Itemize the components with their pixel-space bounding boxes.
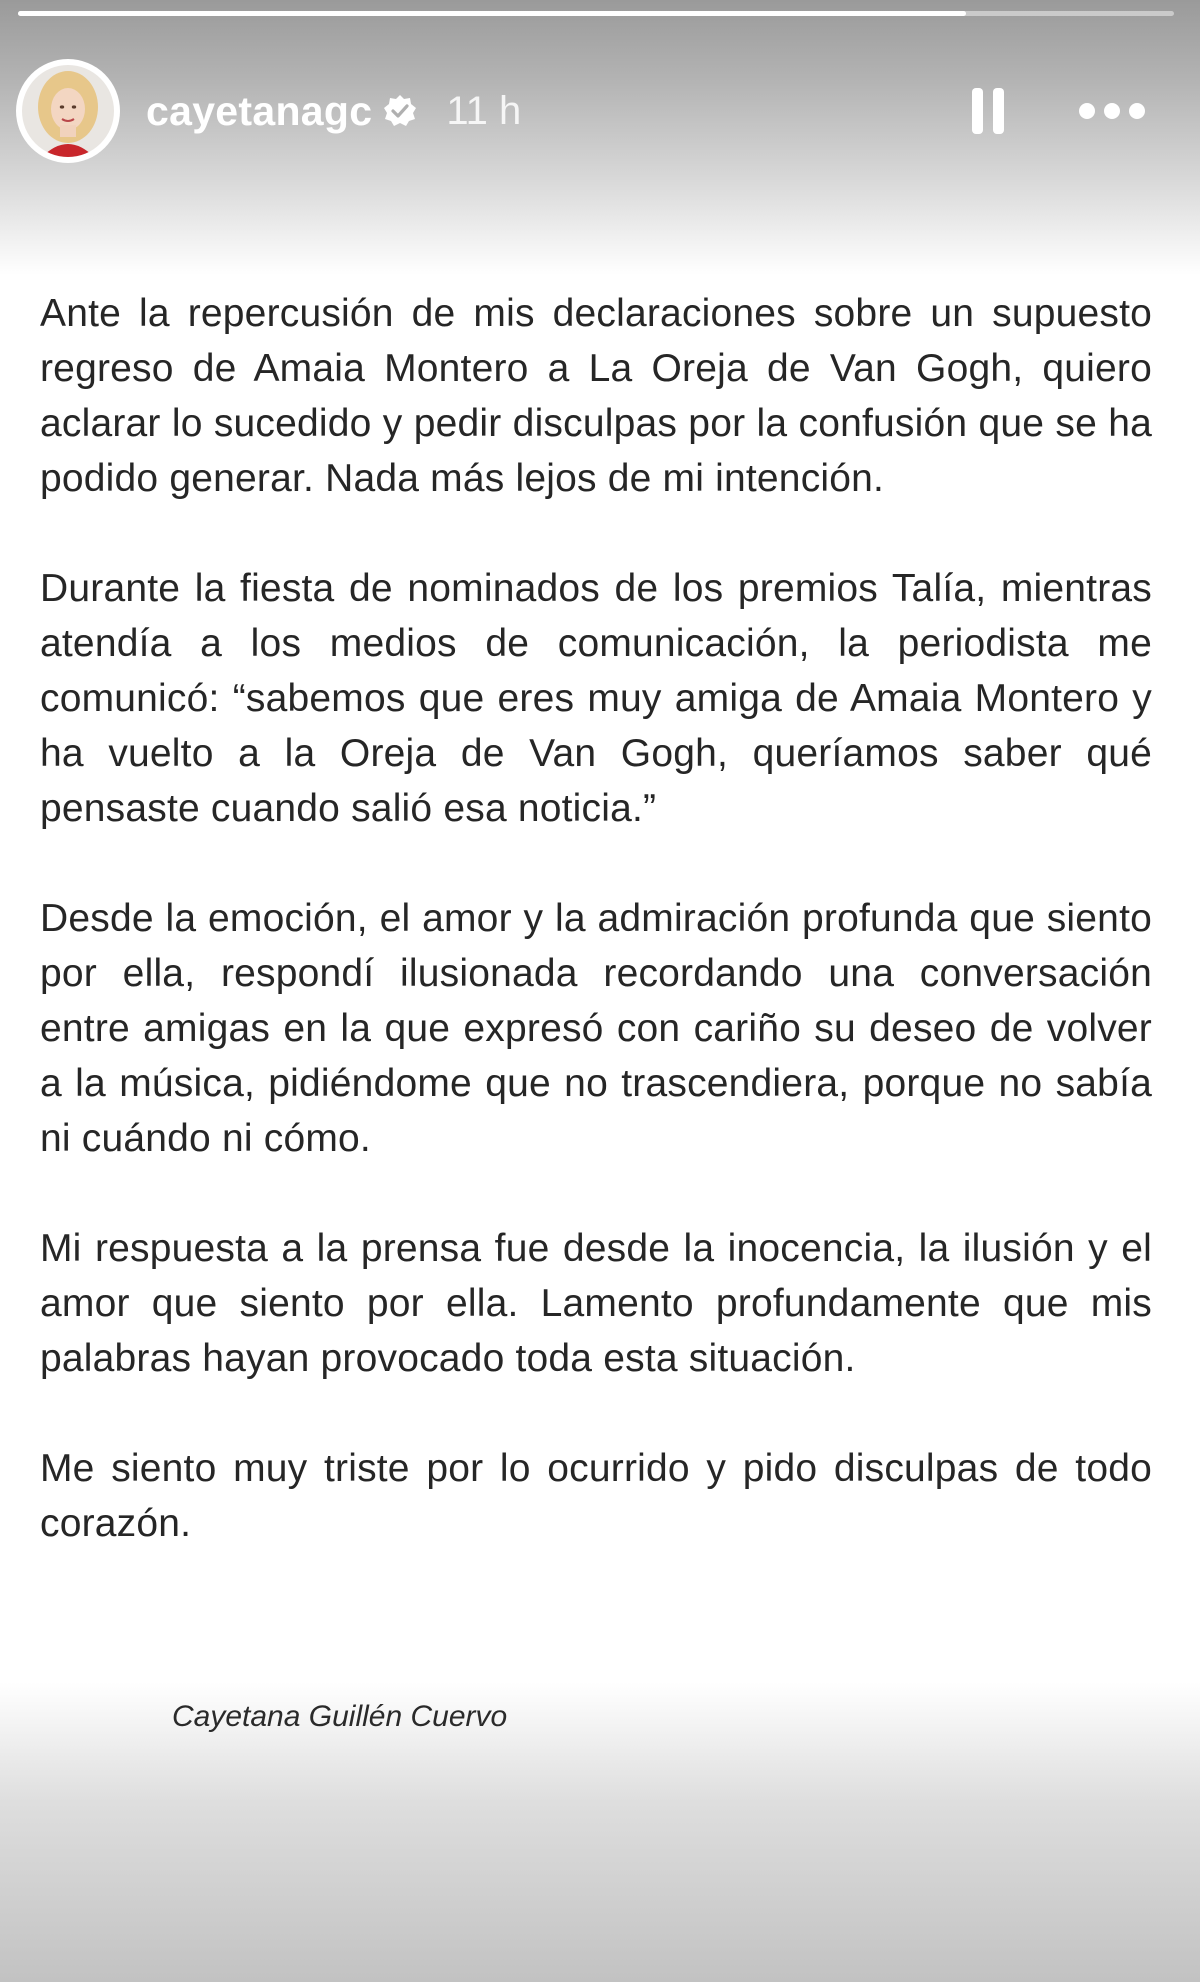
statement-paragraph: Ante la repercusión de mis declaraciones sobre un supuesto regreso de Amaia Montero a La Oreja de Van Gogh, quiero aclarar lo sucedido y pedir disculpas por la confusión que se ha podido generar. Nada más lejos de mi intención.	[40, 292, 1152, 500]
avatar-image	[20, 63, 116, 159]
story-header	[16, 56, 1176, 166]
statement-text	[40, 286, 1152, 1606]
statement-paragraph: Me siento muy triste por lo ocurrido y pido disculpas de todo corazón.	[40, 1447, 1152, 1545]
more-options-icon	[1077, 101, 1147, 121]
statement-paragraph: Durante la fiesta de nominados de los premios Talía, mientras atendía a los medios de comunicación, la periodista me comunicó: “sabemos que eres muy amiga de Amaia Montero y ha vuelto a la Oreja de Van Gogh, queríamos saber qué pensaste cuando salió esa noticia.”	[40, 567, 1152, 830]
post-time: 11 h	[446, 88, 522, 133]
story-progress-fill	[18, 11, 966, 16]
pause-button[interactable]	[958, 81, 1018, 141]
story-progress-bar	[18, 11, 1174, 16]
more-options-button[interactable]	[1072, 81, 1152, 141]
signature: Cayetana Guillén Cuervo	[172, 1700, 508, 1733]
profile-avatar[interactable]	[16, 59, 120, 163]
pause-icon	[970, 86, 1006, 136]
statement-paragraph: Desde la emoción, el amor y la admiración profunda que siento por ella, respondí ilusionada recordando una conversación entre amigas en la que expresó con cariño su deseo de volver a la música, pidiéndome que no trascendiera, porque no sabía ni cuándo ni cómo.	[40, 897, 1152, 1160]
verified-badge-icon	[382, 93, 418, 129]
username[interactable]: cayetanagc	[146, 87, 373, 134]
statement-paragraph: Mi respuesta a la prensa fue desde la inocencia, la ilusión y el amor que siento por ella. Lamento profundamente que mis palabras hayan provocado toda esta situación.	[40, 1227, 1152, 1380]
